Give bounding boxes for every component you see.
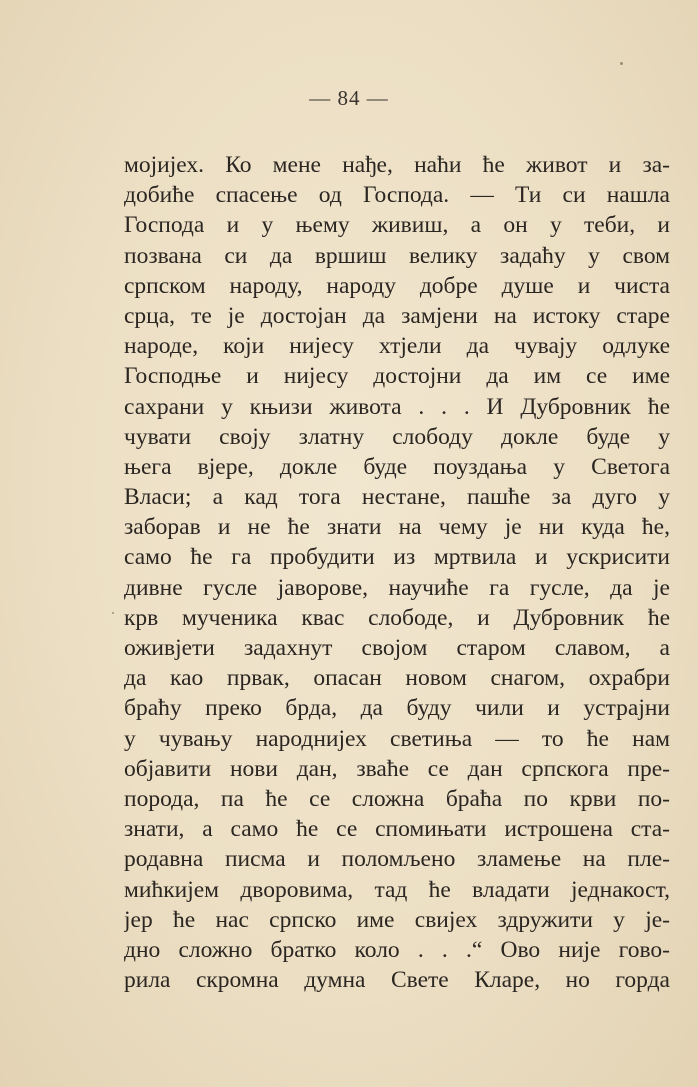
text-line: дивне гусле јаворове, научиће га гусле, да је [124, 574, 670, 601]
body-text [124, 150, 670, 995]
text-line: дно сложно братко коло . . .“ Ово није гово- [124, 936, 670, 963]
text-line: народе, који нијесу хтјели да чувају одлуке [124, 333, 670, 360]
text-line: срца, те је достојан да замјени на истоку старе [124, 302, 670, 329]
text-line: родавна писма и поломљено зламење на пле- [124, 846, 670, 873]
text-line: браћу преко брда, да буду чили и устрајни [124, 695, 670, 722]
text-line: Господње и нијесу достојни да им се име [124, 363, 670, 390]
text-line: да као првак, опасан новом снагом, охрабри [124, 665, 670, 692]
text-line: мићкијем дворовима, тад ће владати једнакост, [124, 876, 670, 903]
text-line: крв мученика квас слободе, и Дубровник ће [124, 604, 670, 631]
paper-speck [620, 62, 623, 65]
text-line: Господа и у њему живиш, а он у теби, и [124, 212, 670, 239]
text-line: Власи; а кад тога нестане, пашће за дуго у [124, 484, 670, 511]
text-line: њега вјере, докле буде поуздања у Светога [124, 453, 670, 480]
text-line: позвана си да вршиш велику задаћу у свом [124, 242, 670, 269]
text-line: заборав и не ће знати на чему је ни куда ће, [124, 514, 670, 541]
text-line: само ће га пробудити из мртвила и ускрисити [124, 544, 670, 571]
text-line: јер ће нас српско име свијех здружити у је- [124, 906, 670, 933]
text-line: објавити нови дан, зваће се дан српскога пре- [124, 755, 670, 782]
text-line: српском народу, народу добре душе и чиста [124, 272, 670, 299]
text-line: у чувању народнијех светиња — то ће нам [124, 725, 670, 752]
page-number: — 84 — [309, 86, 389, 110]
text-line: знати, а само ће се спомињати истрошена ста- [124, 816, 670, 843]
text-line: порода, па ће се сложна браћа по крви по- [124, 785, 670, 812]
text-line: мојијех. Ко мене нађе, наћи ће живот и за- [124, 152, 670, 178]
text-line: добиће спасење од Господа. — Ти си нашла [124, 182, 670, 209]
text-line: чувати своју златну слободу докле буде у [124, 423, 670, 450]
text-line: рила скромна думна Свете Кларе, но горда [124, 967, 670, 994]
text-line: оживјети задахнут својом старом славом, а [124, 635, 670, 661]
text-line: сахрани у књизи живота . . . И Дубровник ће [124, 393, 670, 420]
paper-speck [112, 612, 114, 614]
